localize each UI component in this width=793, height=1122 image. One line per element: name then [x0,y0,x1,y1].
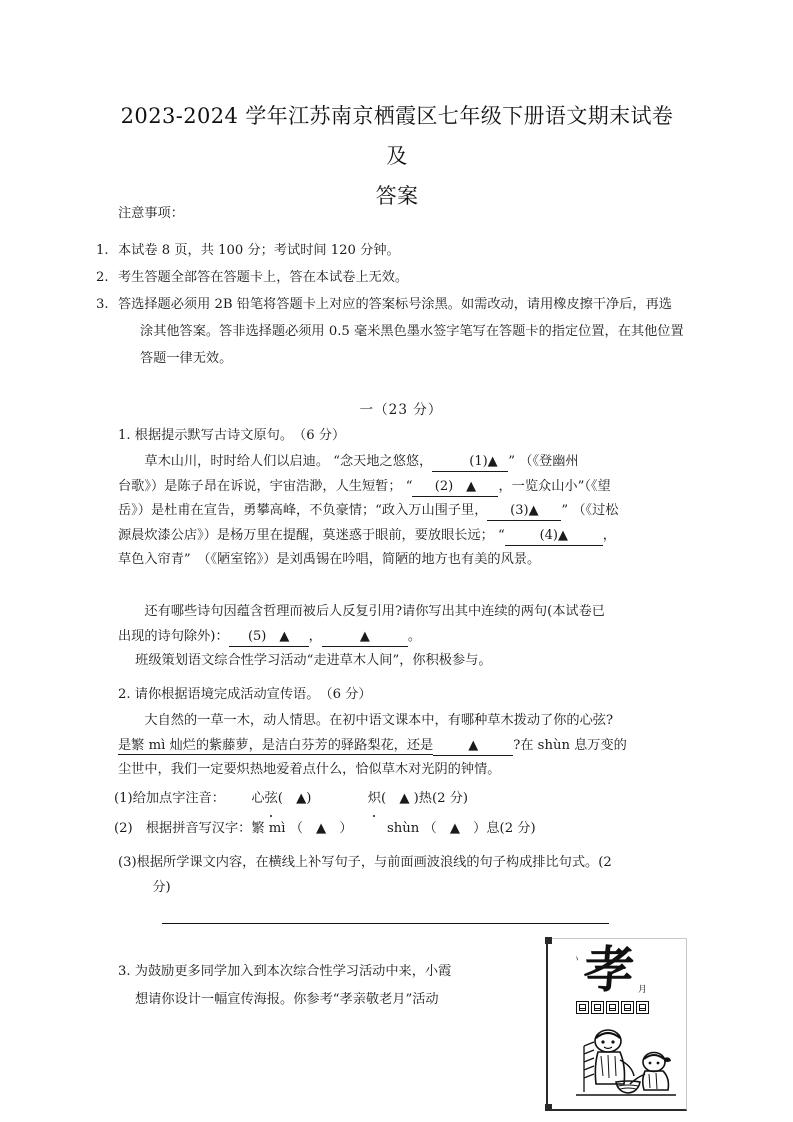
q2-blank[interactable]: ▲ [433,737,513,756]
q2-sub2-pinyin-2: shùn [387,821,420,836]
q1-passage-line-2 [118,475,684,500]
q1-passage-line-3 [118,499,684,524]
seal-char-icon-2 [591,1001,604,1014]
q2-sub-1 [114,787,684,812]
q2-sub2-blank-1[interactable]: （ ▲ ） [289,821,353,836]
q2-sub3-line-2: 分) [152,879,171,895]
answer-write-line[interactable] [162,923,609,924]
q2-sub1-word-1 [251,791,311,806]
notice-item-2: 2. 考生答题全部答在答题卡上，答在本试卷上无效。 [96,270,409,285]
q2-sub-3 [118,851,684,900]
q1-passage-line-5: 草色入帘青” （《陋室铭》）是刘禹锡在吟唱，简陋的地方也有美的风景。 [118,552,541,567]
q1-line3-text-after: ” [561,503,569,518]
seal-char-icon-4 [621,1001,634,1014]
notice-block [96,200,684,372]
question-1-heading: 1. 根据提示默写古诗文原句。 （6 分） [118,428,346,443]
q3-line-2: 想请你设计一幅宣传海报。你参考“孝亲敬老月”活动 [135,992,439,1007]
q1-line4-text-after: ， [602,527,616,543]
q1-blank-4[interactable]: (4)▲ [505,527,603,546]
q1-para3: 班级策划语文综合性学习活动“走进草木人间”，你积极参与。 [135,653,492,668]
notice-item-1-text: 本试卷 8 页，共 100 分；考试时间 120 分钟。 [118,243,400,258]
calligraphy-xiao-character: 孝 [581,940,637,999]
seal-char-icon-1 [576,1001,589,1014]
poster-corner-bottom-left-icon [545,1104,552,1111]
q2-sub2-prefix: (2) 根据拼音写汉字：繁 mì [114,821,286,836]
q1-para2-end: 。 [407,628,422,644]
q1-para2-line-1: 还有哪些诗句因蕴含哲理而被后人反复引用?请你写出其中连续的两句(本试卷已 [144,604,605,619]
q1-line1-quote-close: ” [508,454,516,469]
notice-item-2-text: 考生答题全部答在答题卡上，答在本试卷上无效。 [118,270,409,285]
q3-line-1: 3. 为鼓励更多同学加入到本次综合性学习活动中来，小霞 [118,964,452,979]
q2-underlined-sentence: 是繁 mì 灿烂的紫藤萝，是洁白芬芳的驿路梨花，还是 [118,737,434,753]
q1-line4-text-a: 源晨炊漆公店》）是杨万里在提醒，莫迷惑于眼前，要放眼长远； [118,527,494,543]
section-header: 一（23 分） [359,402,443,418]
q1-line1-text-b: （《登幽州 [519,454,579,469]
q1-line1-text-a: 草木山川，时时给人们以启迪。 [144,454,330,469]
seal-char-icon-5 [636,1001,649,1014]
elder-care-illustration-icon [568,1026,680,1098]
q2-sub1-w1-dotted-char: 弦 [265,787,278,812]
q1-line2-quote-open: “ [405,478,413,494]
question-2-heading: 2. 请你根据语境完成活动宣传语。 （6 分） [118,687,372,702]
question-1-body [118,450,684,573]
q2-sub2-score: (2 分) [499,821,536,836]
calligraphy-sub-mark: 月 [638,985,648,995]
page-title-line-2: 答案 [375,184,419,208]
q1-blank-1[interactable]: (1)▲ [432,453,508,472]
poster-corner-top-left-icon [545,937,552,944]
notice-item-3: 3. 答选择题必须用 2B 铅笔将答题卡上对应的答案标号涂黑。如需改动，请用橡皮擦干净后，再选涂其他答案。答非选择题必须用 0.5 毫米黑色墨水签字笔写在答题卡的指定位置，在其他位置答题一律无效。 [96,297,684,366]
notice-item-3-text: 答选择题必须用 2B 铅笔将答题卡上对应的答案标号涂黑。如需改动，请用橡皮擦干净后，再选涂其他答案。答非选择题必须用 0.5 毫米黑色墨水签字笔写在答题卡的指定位置，在其他位置答题一律无效。 [118,297,684,366]
q1-blank-3[interactable]: (3)▲ [487,502,561,521]
q1-para2-line2-text: 出现的诗句除外)： [118,628,229,644]
q1-line3-text-b: （《过松 [572,503,619,518]
q1-blank-5a[interactable]: (5) ▲ [229,628,309,647]
q1-line2-text-a: 台歌》）是陈子昂在诉说，宇宙浩渺，人生短暂； [118,478,402,494]
q2-sub2-blank-2[interactable]: （ ▲ ）息 [423,821,500,836]
q1-line4-quote-open: “ [498,527,505,543]
q2-line-3: 尘世中，我们一定要炽热地爱着点什么，恰似草木对光阴的钟情。 [118,762,501,777]
q2-sub1-prefix: (1)给加点字注音： [114,791,225,806]
q2-sub1-w2-paren[interactable]: ( ▲ )热 [381,791,432,806]
q2-sub1-word-2 [368,791,432,806]
brush-stroke-mark-icon: 丶 [569,953,583,967]
question-3-body [118,958,538,1014]
q2-line2-after: ?在 shùn 息万变的 [513,737,627,753]
q1-para2-separator: ， [308,628,322,644]
q1-blank-2[interactable]: (2) ▲ [412,478,498,497]
q1-passage-line-4 [118,524,684,549]
question-1-paragraph-2 [118,600,684,674]
question-2-body [118,709,684,783]
q1-line3-text-a: 岳》）是杜甫在宣告，勇攀高峰，不负豪情；“政入万山围子里， [118,503,488,518]
q2-line-2 [118,734,684,759]
q1-line2-text-after: ，一览众山小”（《望 [498,478,611,494]
q1-blank-5b[interactable]: ▲ [322,628,408,647]
seal-char-icon-3 [606,1001,619,1014]
q1-line1-quote-open: “念天地之悠悠， [333,454,433,469]
notice-item-1: 1. 本试卷 8 页，共 100 分；考试时间 120 分钟。 [96,243,400,258]
notice-heading: 注意事项： [118,206,184,221]
seal-script-row [576,1001,649,1014]
page-title-line-1: 2023-2024 学年江苏南京栖霞区七年级下册语文期末试卷及 [120,104,674,168]
q1-passage-line-1 [118,450,684,475]
q2-sub1-w1-paren[interactable]: ( ▲) [277,791,312,806]
q2-sub1-score: (2 分) [432,791,469,806]
poster-figure [546,938,686,1110]
q2-sub-2 [114,817,684,842]
q1-para2-line-2 [118,625,684,650]
page-title [112,96,682,216]
q2-sub3-line-1: (3)根据所学课文内容，在横线上补写句子，与前面画波浪线的句子构成排比句式。(2 [118,855,612,870]
q2-sub1-w2-dotted-char: 炽 [368,787,381,812]
q2-line-1: 大自然的一草一木，动人情思。在初中语文课本中，有哪种草木拨动了你的心弦? [144,713,614,728]
q2-sub1-w1-char1: 心 [251,791,265,806]
